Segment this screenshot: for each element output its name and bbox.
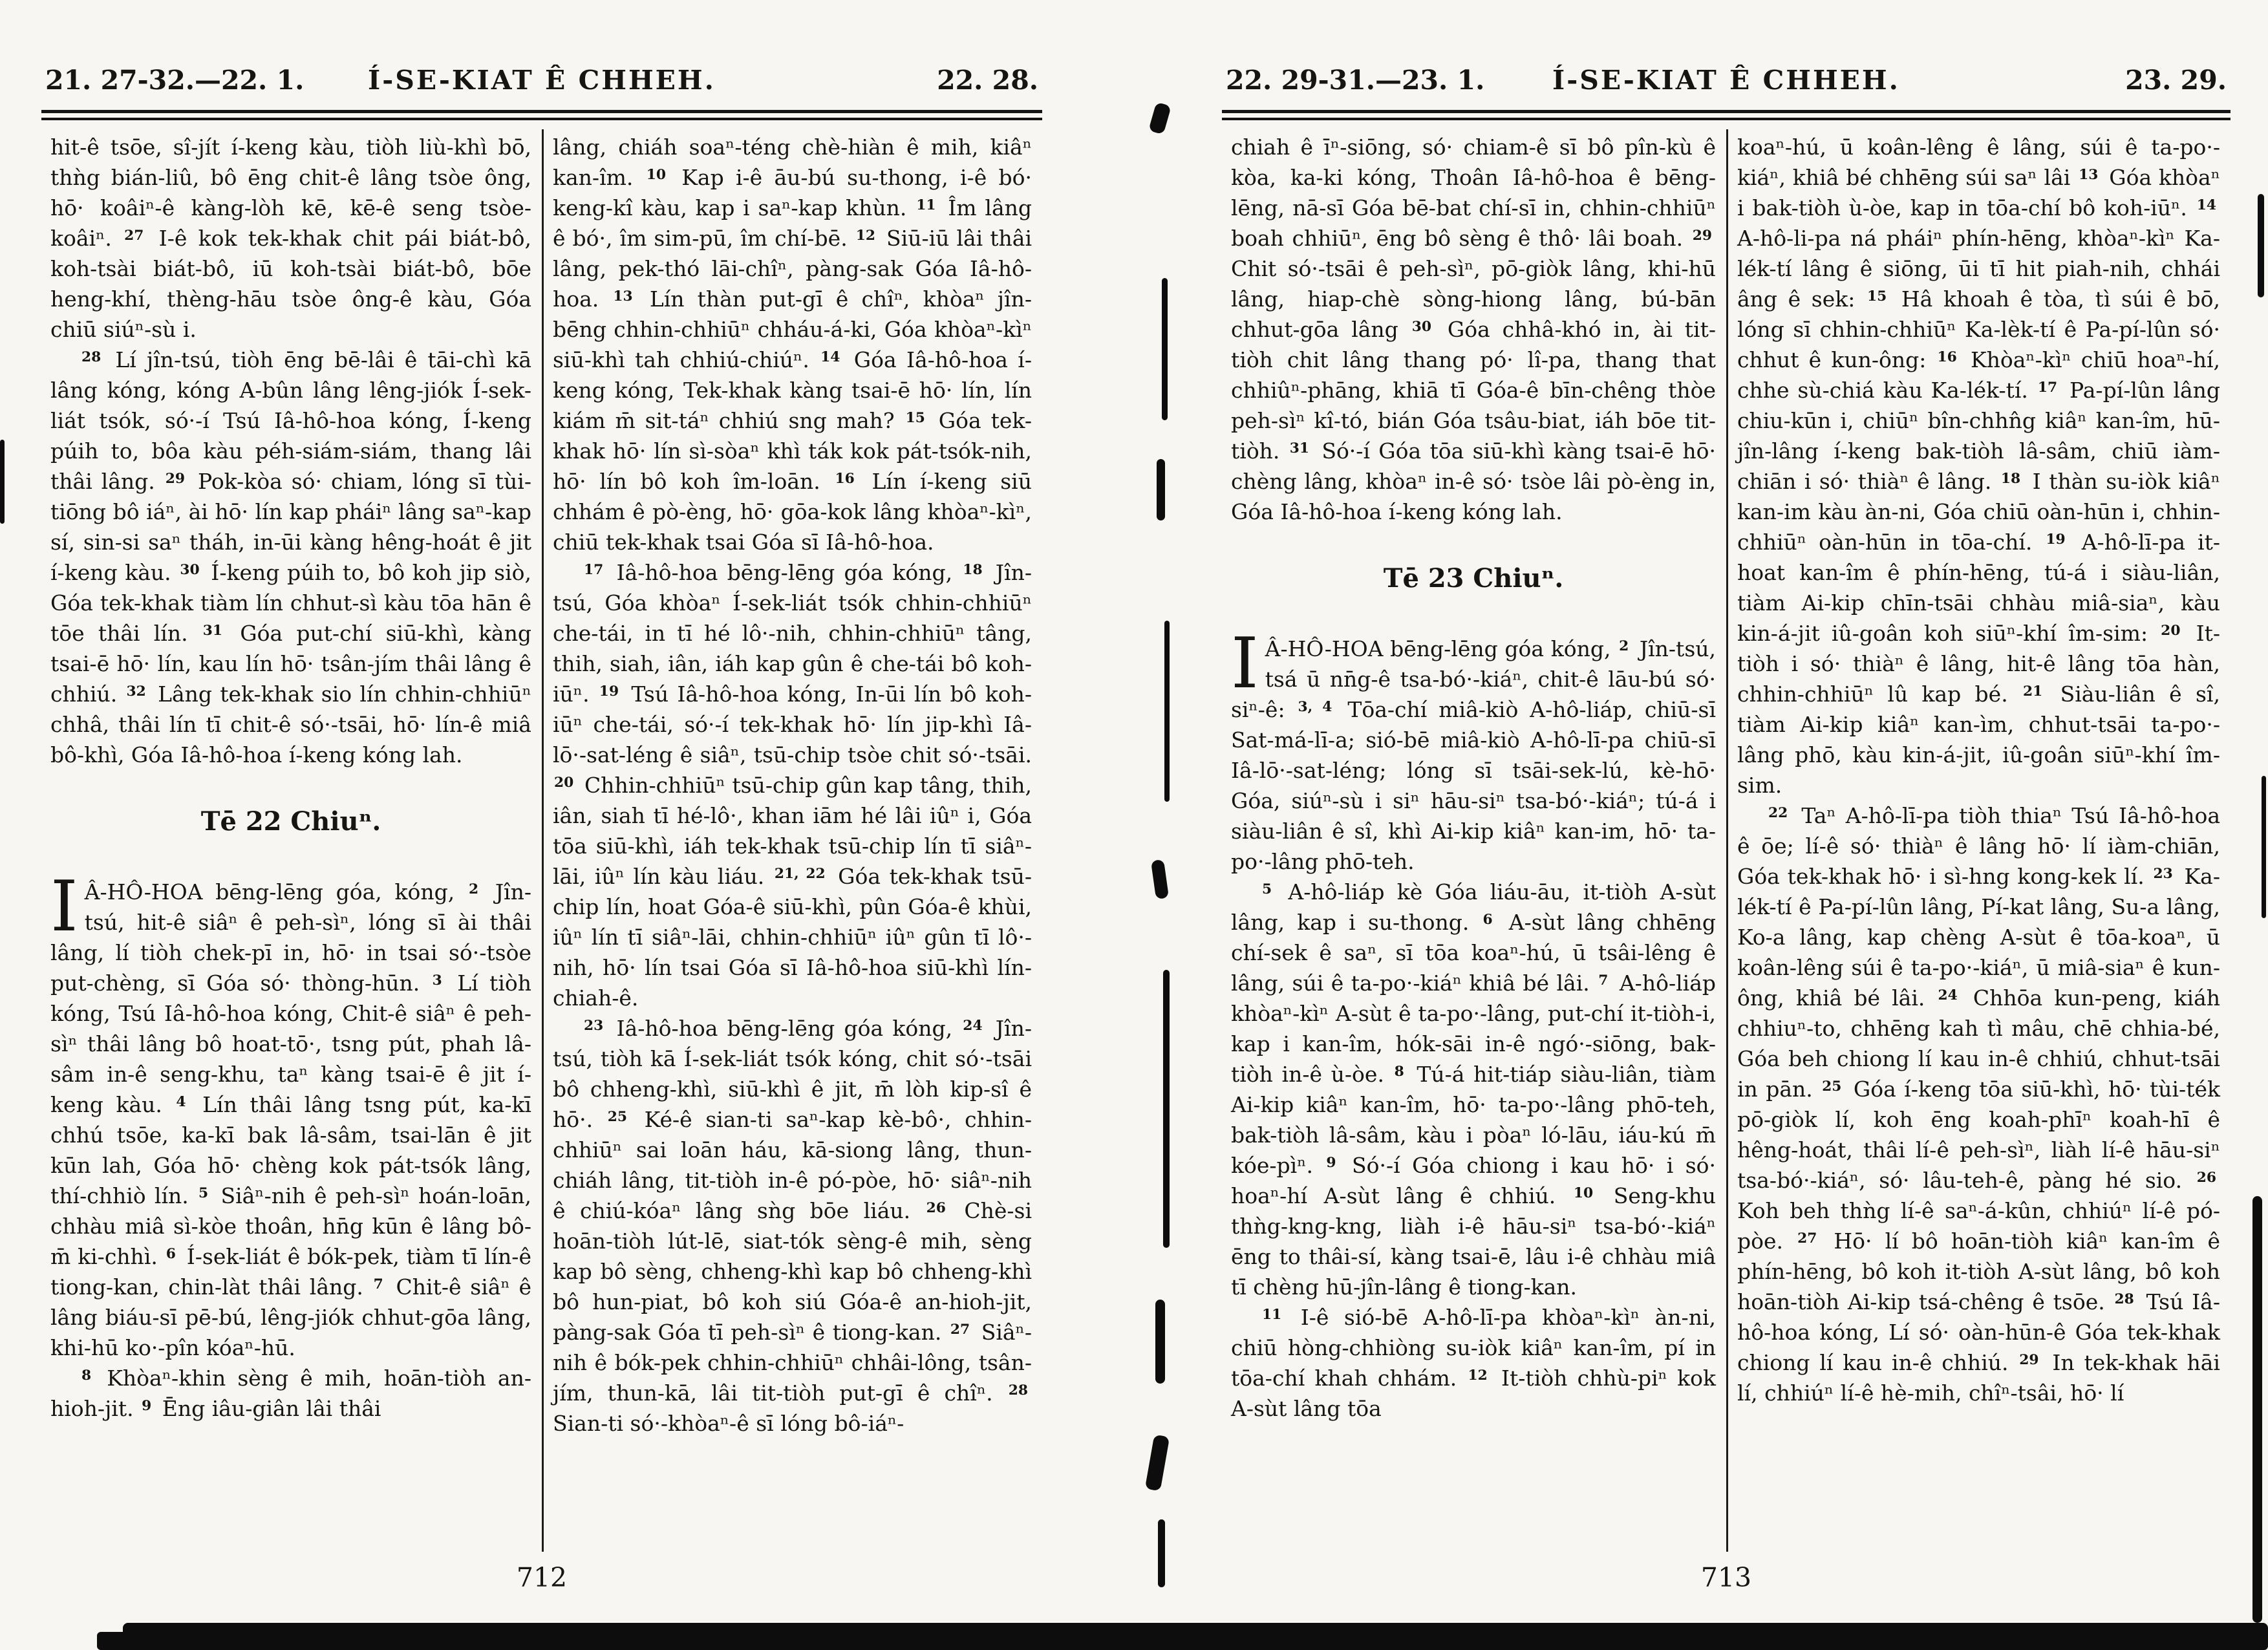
verse-number: 29: [2019, 1352, 2039, 1368]
verse-number: 25: [607, 1109, 628, 1125]
verse-number: 29: [165, 471, 186, 487]
verse-number: 21, 22: [774, 866, 826, 882]
verse-number: 16: [1937, 349, 1957, 365]
verse-number: 7: [373, 1276, 383, 1292]
page-edge-streak: [0, 440, 5, 524]
header-rule: [41, 110, 1042, 120]
binding-shadow: [1148, 102, 1171, 135]
verse-paragraph: chiah ê īⁿ-siōng, só· chiam-ê sī bô pîn-kù ê kòa, ka-ki kóng, Thoân Iâ-hô-hoa ê bēng-lēng, nā-sī Góa bē-bat chí-sī in, chhin-chhiūⁿ boah chhiūⁿ, ēng bô sèng ê thô· lâi boah. $^{29}$ Chit só·-tsāi ê peh-sìⁿ, pō-giòk lâng, khi-hū lâng, hiap-chè sòng-hiong lâng, bú-bān chhut-gōa lâng $^{30}$ Góa chhâ-khó in, ài tit-tiòh chit lâng thang pó· lî-pa, thang that chhiûⁿ-phāng, khiā tī Góa-ê bīn-chêng thòe peh-sìⁿ kî-tó, bián Góa tsâu-biat, iáh bōe tit-tiòh. $^{31}$ Só·-í Góa tōa siū-khì kàng tsai-ē hō· chèng lâng, khòaⁿ in-ê só· tsòe lâi pò-èng in, Góa Iâ-hô-hoa í-keng kóng lah.: [1231, 134, 1717, 524]
verse-paragraph: $^{22}$ Taⁿ A-hô-lī-pa tiòh thiaⁿ Tsú Iâ-hô-hoa ê ōe; lí-ê só· thiàⁿ ê lâng hō· lí iàm-chiān, Góa tek-khak hō· i sì-hng kong-kek lí. $^{23}$ Ka-lék-tí ê Pa-pí-lûn lâng, Pí-kat lâng, Su-a lâng, Ko-a lâng, kap chèng A-sùt ê tōa-koaⁿ, ū koân-lêng súi ê ta-po·-kiáⁿ, ū miâ-siaⁿ ê kun-ông, khiâ bé lâi. $^{24}$ Chhōa kun-peng, kiáh chhiuⁿ-to, chhēng kah tì mâu, chē chhia-bé, Góa beh chiong lí kau in-ê chhiú, chhut-tsāi in pān. $^{25}$ Góa í-keng tōa siū-khì, hō· tùi-ték pō-giòk lí, koh ēng koah-phīⁿ koah-hī ê hêng-hoát, thâi lí-ê peh-sìⁿ, liàh lí-ê hāu-siⁿ tsa-bó·-kiáⁿ, só· lâu-teh-ê, pàng hé sio. $^{26}$ Koh beh thǹg lí-ê saⁿ-á-kûn, chhiúⁿ lí-ê pó-pòe. $^{27}$ Hō· lí bô hoān-tiòh kiâⁿ kan-îm ê phín-hēng, bô koh it-tiòh A-sùt lâng, bô koh hoān-tiòh Ai-kip tsá-chêng ê tsōe. $^{28}$ Tsú Iâ-hô-hoa kóng, Lí só· oàn-hūn-ê Góa tek-khak chiong lí kau in-ê chhiú. $^{29}$ In tek-khak hāi lí, chhiúⁿ lí-ê hè-mih, chîⁿ-tsâi, hō· lí: [1737, 803, 2221, 1406]
verse-number: 26: [926, 1200, 946, 1216]
verse-number: 10: [646, 167, 666, 183]
verse-number: 3: [432, 972, 442, 989]
page-number-left: 712: [516, 1562, 568, 1593]
verse-number: 30: [180, 562, 200, 578]
verse-paragraph: lâng, chiáh soaⁿ-téng chè-hiàn ê mih, kiâⁿ kan-îm. $^{10}$ Kap i-ê āu-bú su-thong, i-ê bó· keng-kî kàu, kap i saⁿ-kap khùn. $^{11}$ Îm lâng ê bó·, îm sim-pū, îm chí-bē. $^{12}$ Siū-iū lâi thâi lâng, pek-thó lāi-chîⁿ, pàng-sak Góa Iâ-hô-hoa. $^{13}$ Lín thàn put-gī ê chîⁿ, khòaⁿ jîn-bēng chhin-chhiūⁿ chháu-á-ki, Góa khòaⁿ-kìⁿ siū-khì tah chhiú-chiúⁿ. $^{14}$ Góa Iâ-hô-hoa í-keng kóng, Tek-khak kàng tsai-ē hō· lín, lín kiám m̄ sit-táⁿ chhiú sng mah? $^{15}$ Góa tek-khak hō· lín sì-sòaⁿ khì ták kok pát-tsók-nih, hō· lín bô koh îm-loān. $^{16}$ Lín í-keng siū chhám ê pò-èng, hō· gōa-kok lâng khòaⁿ-kìⁿ, chiū tek-khak tsai Góa sī Iâ-hô-hoa.: [553, 134, 1032, 555]
verse-number: 27: [1797, 1230, 1817, 1247]
verse-paragraph: I Â-HÔ-HOA bēng-lēng góa kóng, $^2$ Jîn-tsú, tsá ū nn̄g-ê tsa-bó·-kiáⁿ, chit-ê lāu-bú só· siⁿ-ê: $^{3, 4}$ Tōa-chí miâ-kiò A-hô-liáp, chiū-sī Sat-má-lī-a; sió-bē miâ-kiò A-hô-lī-pa chiū-sī Iâ-lō·-sat-léng; lóng sī tsāi-sek-lú, kè-hō· Góa, siúⁿ-sù i siⁿ hāu-siⁿ tsa-bó·-kiáⁿ; tú-á i siàu-liân ê sî, khì Ai-kip kiâⁿ kan-im, hō· ta-po·-lâng phō-teh.: [1231, 623, 1717, 874]
binding-shadow: [1145, 1435, 1170, 1492]
verse-number: 23: [2153, 866, 2173, 882]
verse-number: 15: [905, 410, 925, 426]
verse-paragraph: $^{11}$ I-ê sió-bē A-hô-lī-pa khòaⁿ-kìⁿ àn-ni, chiū hòng-chhiòng su-iòk kiâⁿ kan-îm, pí in tōa-chí khah chhám. $^{12}$ It-tiòh chhù-piⁿ kok A-sùt lâng tōa: [1231, 1305, 1716, 1421]
verse-paragraph: I Â-HÔ-HOA bēng-lēng góa, kóng, $^2$ Jîn-tsú, hit-ê siâⁿ ê peh-sìⁿ, lóng sī ài thâi lâng, lí tiòh chek-pī in, hō· in tsai só·-tsòe put-chèng, sī Góa só· thòng-hūn. $^3$ Lí tiòh kóng, Tsú Iâ-hô-hoa kóng, Chit-ê siâⁿ ê peh-sìⁿ thâi lâng bô hoat-tō·, tsng pút, phah lâ-sâm in-ê seng-khu, taⁿ kàng tsai-ē ê jit í-keng kàu. $^4$ Lín thâi lâng tsng pút, ka-kī chhú tsōe, ka-kī bak lâ-sâm, tsai-lān ê jit kūn lah, Góa hō· chèng kok pát-tsók lâng, thí-chhiò lín. $^5$ Siâⁿ-nih ê peh-sìⁿ hoán-loān, chhàu miâ sì-kòe thoân, hn̄g kūn ê lâng bô-m̄ ki-chhì. $^6$ Í-sek-liát ê bók-pek, tiàm tī lín-ê tiong-kan, chin-làt thâi lâng. $^7$ Chit-ê siâⁿ ê lâng biáu-sī pē-bú, lêng-jiók chhut-gōa lâng, khi-hū ko·-pîn kóaⁿ-hū.: [50, 866, 532, 1360]
verse-number: 11: [1262, 1307, 1282, 1323]
verse-number: 14: [820, 349, 840, 365]
verse-number: 25: [1822, 1078, 1842, 1095]
verse-paragraph: $^{28}$ Lí jîn-tsú, tiòh ēng bē-lâi ê tāi-chì kā lâng kóng, kóng A-bûn lâng lêng-jiók Í-sek-liát tsók, só·-í Tsú Iâ-hô-hoa kóng, Í-keng púih to, bôa kàu péh-siám-siám, thang lâi thâi lâng. $^{29}$ Pok-kòa só· chiam, lóng sī tùi-tiōng bô iáⁿ, ài hō· lín kap pháiⁿ lâng saⁿ-kap sí, sin-si saⁿ tháh, in-ūi kàng hêng-hoát ê jit í-keng kàu. $^{30}$ Í-keng púih to, bô koh jip siò, Góa tek-khak tiàm lín chhut-sì kàu tōa hān ê tōe thâi lín. $^{31}$ Góa put-chí siū-khì, kàng tsai-ē hō· lín, kau lín hō· tsân-jím thâi lâng ê chhiú. $^{32}$ Lâng tek-khak sio lín chhin-chhiūⁿ chhâ, thâi lín tī chit-ê só·-tsāi, hō· lín-ê miâ bô-khì, Góa Iâ-hô-hoa í-keng kóng lah.: [50, 347, 532, 767]
verse-number: 13: [2079, 167, 2099, 183]
binding-shadow: [1158, 1519, 1165, 1587]
verse-number: 17: [584, 562, 604, 578]
right-page-columns: [1222, 129, 2231, 1552]
verse-number: 27: [124, 228, 144, 244]
right-page: [1222, 59, 2231, 1593]
page-edge-streak: [2262, 776, 2266, 918]
verse-number: 22: [1768, 805, 1788, 821]
chapter-heading: Tē 23 Chiuⁿ.: [1383, 563, 1564, 594]
verse-number: 20: [2161, 623, 2181, 639]
verse-number: 8: [81, 1367, 92, 1384]
verse-number: 31: [202, 623, 223, 639]
verse-number: 28: [81, 349, 102, 365]
chapter-heading: Tē 22 Chiuⁿ.: [200, 806, 381, 837]
verse-number: 5: [198, 1185, 209, 1201]
binding-shadow: [1151, 859, 1169, 899]
binding-shadow: [1162, 278, 1168, 420]
verse-number: 11: [916, 197, 936, 213]
verse-number: 12: [855, 228, 876, 244]
book-title: Í-SE-KIAT Ê CHHEH.: [1552, 65, 1900, 96]
verse-paragraph: $^{17}$ Iâ-hô-hoa bēng-lēng góa kóng, $^{18}$ Jîn-tsú, Góa khòaⁿ Í-sek-liát tsók chhin-chhiūⁿ che-tái, in tī hé lô·-nih, chhin-chhiūⁿ tâng, thih, siah, iân, iáh kap gûn ê che-tái bô koh-iūⁿ. $^{19}$ Tsú Iâ-hô-hoa kóng, In-ūi lín bô koh-iūⁿ che-tái, só·-í tek-khak hō· lín jip-khì Iâ-lō·-sat-léng ê siâⁿ, tsū-chip tsòe chit só·-tsāi. $^{20}$ Chhin-chhiūⁿ tsū-chip gûn kap tâng, thih, iân, siah tī hé-lô·, khan iām hé lâi iûⁿ i, Góa tōa siū-khì, iáh tek-khak tsū-chip lín tī siâⁿ-lāi, iûⁿ lín kàu liáu. $^{21, 22}$ Góa tek-khak tsū-chip lín, hoat Góa-ê siū-khì, pûn Góa-ê khùi, iûⁿ lín tī siâⁿ-lāi, chhin-chhiūⁿ iûⁿ gûn tī lô·-nih, hō· lín tsai Góa sī Iâ-hô-hoa siū-khì lín-chiah-ê.: [553, 560, 1032, 1011]
binding-shadow: [1155, 1300, 1165, 1384]
scanner-bottom-bar: [97, 1632, 2268, 1650]
page-number-right: 713: [1700, 1562, 1752, 1593]
verse-number: 28: [2114, 1291, 2134, 1307]
verse-number: 29: [1692, 228, 1712, 244]
drop-cap-initial: I: [1231, 623, 1259, 704]
book-title: Í-SE-KIAT Ê CHHEH.: [368, 65, 716, 96]
verse-number: 2: [468, 881, 479, 897]
verse-number: 8: [1394, 1064, 1404, 1080]
binding-shadow: [1157, 459, 1165, 520]
verse-number: 6: [1482, 912, 1493, 928]
verse-number: 16: [835, 471, 855, 487]
drop-cap-initial: I: [50, 866, 78, 947]
verse-paragraph: $^5$ A-hô-liáp kè Góa liáu-āu, it-tiòh A-sùt lâng, kap i su-thong. $^6$ A-sùt lâng chhēng chí-sek ê saⁿ, sī tōa koaⁿ-hú, ū tsâi-lêng ê lâng, súi ê ta-po·-kiáⁿ khiâ bé lâi. $^7$ A-hô-liáp khòaⁿ-kìⁿ A-sùt ê ta-po·-lâng, put-chí it-tiòh-i, kap i kan-îm, hók-sāi in-ê ngó·-siōng, bak-tiòh in-ê ù-òe. $^8$ Tú-á hit-tiáp siàu-liân, tiàm Ai-kip kiâⁿ kan-îm, hō· ta-po·-lâng phō-teh, bak-tiòh lâ-sâm, kàu i pòaⁿ ló-lāu, iáu-kú m̄ kóe-pìⁿ. $^9$ Só·-í Góa chiong i kau hō· i só· hoaⁿ-hí A-sùt lâng ê chhiú. $^{10}$ Seng-khu thǹg-kng-kng, liàh i-ê hāu-siⁿ tsa-bó·-kiáⁿ ēng to thâi-sí, kàng tsai-ē, lâu i-ê chhàu miâ tī chèng hū-jîn-lâng ê tiong-kan.: [1231, 879, 1716, 1300]
verse-ref-right: 22. 28.: [937, 65, 1038, 96]
right-page-header: [1222, 59, 2231, 107]
verse-number: 2: [1619, 638, 1629, 654]
binding-shadow: [1163, 970, 1170, 1248]
verse-number: 18: [2000, 471, 2021, 487]
verse-number: 9: [142, 1398, 152, 1414]
verse-number: 24: [963, 1018, 983, 1034]
verse-number: 23: [584, 1018, 604, 1034]
binding-shadow: [1164, 621, 1170, 802]
verse-number: 28: [1008, 1382, 1028, 1398]
verse-number: 7: [1598, 972, 1609, 989]
verse-number: 5: [1262, 881, 1272, 897]
verse-paragraph: $^8$ Khòaⁿ-khin sèng ê mih, hoān-tiòh an-hioh-jit. $^9$ Ēng iâu-giân lâi thâi: [50, 1366, 531, 1421]
verse-number: 9: [1326, 1155, 1336, 1171]
verse-number: 14: [2196, 197, 2216, 213]
verse-number: 20: [554, 775, 574, 791]
verse-paragraph: $^{23}$ Iâ-hô-hoa bēng-lēng góa kóng, $^{24}$ Jîn-tsú, tiòh kā Í-sek-liát tsók kóng, chit só·-tsāi bô chheng-khì, siū-khì ê jit, m̄ lòh kip-sî ê hō·. $^{25}$ Ké-ê sian-ti saⁿ-kap kè-bô·, chhin-chhiūⁿ sai loān háu, kā-siong lâng, thun-chiáh lâng, tit-tiòh in-ê pó-pòe, hō· siâⁿ-nih ê chiú-kóaⁿ lâng sǹg bōe liáu. $^{26}$ Chè-si hoān-tiòh lút-lē, siat-tók sèng-ê mih, sèng kap bô sèng, chheng-khì kap bô chheng-khì bô hun-piat, bô koh siú Góa-ê an-hioh-jit, pàng-sak Góa tī peh-sìⁿ ê tiong-kan. $^{27}$ Siâⁿ-nih ê bók-pek chhin-chhiūⁿ chhâi-lông, tsân-jím, thun-kā, lâi tit-tiòh put-gī ê chîⁿ. $^{28}$ Sian-ti só·-khòaⁿ-ê sī lóng bô-iáⁿ-: [553, 1016, 1032, 1436]
verse-number: 21: [2022, 683, 2043, 700]
verse-number: 19: [599, 683, 619, 700]
left-page: [41, 59, 1042, 1593]
verse-ref-left: 21. 27-32.—22. 1.: [45, 65, 305, 96]
verse-ref-left: 22. 29-31.—23. 1.: [1226, 65, 1485, 96]
verse-number: 27: [950, 1322, 970, 1338]
left-page-columns: [41, 129, 1042, 1552]
header-rule: [1222, 110, 2231, 120]
verse-number: 19: [2046, 531, 2066, 548]
verse-ref-right: 23. 29.: [2125, 65, 2227, 96]
verse-number: 4: [176, 1094, 186, 1110]
verse-paragraph: koaⁿ-hú, ū koân-lêng ê lâng, súi ê ta-po·-kiáⁿ, khiâ bé chhēng súi saⁿ lâi $^{13}$ Góa khòaⁿ i bak-tiòh ù-òe, kap in tōa-chí bô koh-iūⁿ. $^{14}$ A-hô-li-pa ná pháiⁿ phín-hēng, khòaⁿ-kìⁿ Ka-lék-tí lâng ê siōng, ūi tī hit piah-nih, chhái âng ê sek: $^{15}$ Hâ khoah ê tòa, tì súi ê bō, lóng sī chhin-chhiūⁿ Ka-lèk-tí ê Pa-pí-lûn só· chhut ê kun-ông: $^{16}$ Khòaⁿ-kìⁿ chiū hoaⁿ-hí, chhe sù-chiá kàu Ka-lék-tí. $^{17}$ Pa-pí-lûn lâng chiu-kūn i, chiūⁿ bîn-chhn̂g kiâⁿ kan-îm, hū-jîn-lâng í-keng bak-tiòh lâ-sâm, chiū iàm-chiān i só· thiàⁿ ê lâng. $^{18}$ I thàn su-iòk kiâⁿ kan-im kàu àn-ni, Góa chiū oàn-hūn i, chhin-chhiūⁿ oàn-hūn in tōa-chí. $^{19}$ A-hô-lī-pa it-hoat kan-îm ê phín-hēng, tú-á i siàu-liân, tiàm Ai-kip chīn-tsāi chhàu miâ-siaⁿ, kàu kin-á-jit iû-goân koh siūⁿ-khí îm-sim: $^{20}$ It-tiòh i só· thiàⁿ ê lâng, hit-ê lâng tōa hàn, chhin-chhiūⁿ lû kap bé. $^{21}$ Siàu-liân ê sî, tiàm Ai-kip kiâⁿ kan-ìm, chhut-tsāi ta-po·-lâng phō, kàu kin-á-jit, iû-goân siūⁿ-khí îm-sim.: [1737, 134, 2221, 798]
verse-number: 31: [1289, 440, 1310, 456]
verse-number: 12: [1468, 1367, 1488, 1384]
verse-number: 24: [1938, 987, 1958, 1003]
left-page-header: [41, 59, 1042, 107]
verse-number: 3, 4: [1298, 699, 1332, 715]
verse-number: 15: [1867, 288, 1887, 305]
verse-number: 32: [126, 683, 146, 700]
verse-number: 17: [2037, 380, 2058, 396]
text-column-2: [1726, 129, 2231, 1552]
verse-paragraph: hit-ê tsōe, sî-jít í-keng kàu, tiòh liù-khì bō, thǹg bián-liû, bô ēng chit-ê lâng tsòe ông, hō· koâiⁿ-ê kàng-lòh kē, kē-ê seng tsòe-koâiⁿ. $^{27}$ I-ê kok tek-khak chit pái biát-bô, koh-tsài biát-bô, iū koh-tsài biát-bô, bōe heng-khí, thèng-hāu tsòe ông-ê kàu, Góa chiū siúⁿ-sù i.: [50, 134, 531, 342]
text-column-1: [41, 129, 542, 1552]
page-edge-streak: [2258, 194, 2264, 297]
verse-number: 6: [166, 1246, 176, 1262]
verse-number: 30: [1411, 319, 1431, 335]
text-column-2: [542, 129, 1042, 1552]
verse-number: 13: [613, 288, 633, 305]
verse-number: 18: [963, 562, 983, 578]
verse-number: 10: [1573, 1185, 1594, 1201]
page-edge-streak: [2252, 1196, 2262, 1623]
verse-number: 26: [2196, 1170, 2216, 1186]
text-column-1: [1222, 129, 1726, 1552]
